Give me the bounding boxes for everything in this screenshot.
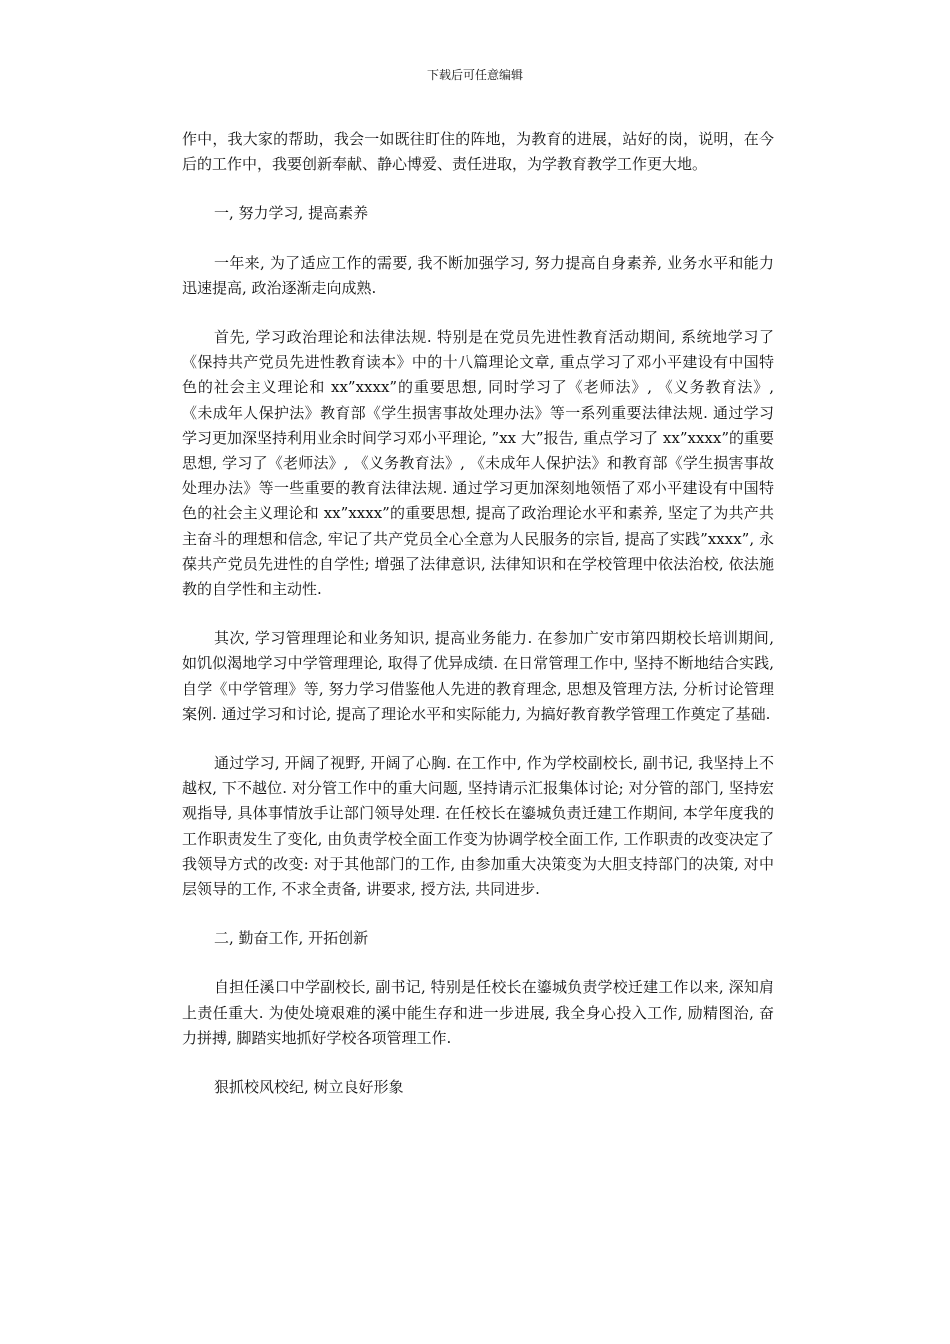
- paragraph: 通过学习, 开阔了视野, 开阔了心胸. 在工作中, 作为学校副校长, 副书记, 我坚持上不越权, 下不越位. 对分管工作中的重大问题, 坚持请示汇报集体讨论; 对分管的部门, 坚持宏观指导, 具体事情放手让部门领导处理. 在任校长在鎏城负责迁建工作期间, 本学年度我的工作职责发生了变化, 由负责学校全面工作变为协调学校全面工作, 工作职责的改变决定了我领导方式的改变: 对于其他部门的工作, 由参加重大决策变为大胆支持部门的决策, 对中层领导的工作, 不求全责备, 讲要求, 授方法, 共同进步.: [182, 754, 774, 899]
- section-heading-2: 二, 勤奋工作, 开拓创新: [214, 929, 369, 948]
- section-heading-1: 一, 努力学习, 提高素养: [214, 204, 369, 223]
- paragraph: 自担任溪口中学副校长, 副书记, 特别是任校长在鎏城负责学校迁建工作以来, 深知肩上责任重大. 为使处境艰难的溪中能生存和进一步进展, 我全身心投入工作, 励精图治, 奋力拼搏, 脚踏实地抓好学校各项管理工作.: [182, 978, 774, 1047]
- paragraph: 首先, 学习政治理论和法律法规. 特别是在党员先进性教育活动期间, 系统地学习了《保持共产党员先进性教育读本》中的十八篇理论文章, 重点学习了邓小平建设有中国特色的社会主义理论和 xx”xxxx”的重要思想, 同时学习了《老师法》, 《义务教育法》, 《未成年人保护法》教育部《学生损害事故处理办法》等一系列重要法律法规. 通过学习学习更加深坚持利用业余时间学习邓小平理论, ”xx 大”报告, 重点学习了 xx”xxxx”的重要思想, 学习了《老师法》, 《义务教育法》, 《未成年人保护法》和教育部《学生损害事故处理办法》等一些重要的教育法律法规. 通过学习更加深刻地领悟了邓小平建设有中国特色的社会主义理论和 xx”xxxx”的重要思想, 提高了政治理论水平和素养, 坚定了为共产共主奋斗的理想和信念, 牢记了共产党员全心全意为人民服务的宗旨, 提高了实践”xxxx”, 永葆共产党员先进性的自学性; 增强了法律意识, 法律知识和在学校管理中依法治校, 依法施教的自学性和主动性.: [182, 328, 774, 599]
- paragraph: 一年来, 为了适应工作的需要, 我不断加强学习, 努力提高自身素养, 业务水平和能力迅速提高, 政治逐渐走向成熟.: [182, 253, 774, 297]
- paragraph-continuation: 作中，我大家的帮助，我会一如既往盯住的阵地，为教育的进展，站好的岗，说明，在今后的工作中，我要创新奉献、静心博爱、责任进取，为学教育教学工作更大地。: [182, 130, 774, 174]
- document-body: [182, 127, 774, 1124]
- paragraph: 其次, 学习管理理论和业务知识, 提高业务能力. 在参加广安市第四期校长培训期间, 如饥似渴地学习中学管理理论, 取得了优异成绩. 在日常管理工作中, 坚持不断地结合实践, 自学《中学管理》等, 努力学习借鉴他人先进的教育理念, 思想及管理方法, 分析讨论管理案例. 通过学习和讨论, 提高了理论水平和实际能力, 为搞好教育教学管理工作奠定了基础.: [182, 629, 774, 723]
- sub-heading: 狠抓校风校纪, 树立良好形象: [214, 1078, 404, 1097]
- page-header-note: 下载后可任意编辑: [426, 68, 523, 82]
